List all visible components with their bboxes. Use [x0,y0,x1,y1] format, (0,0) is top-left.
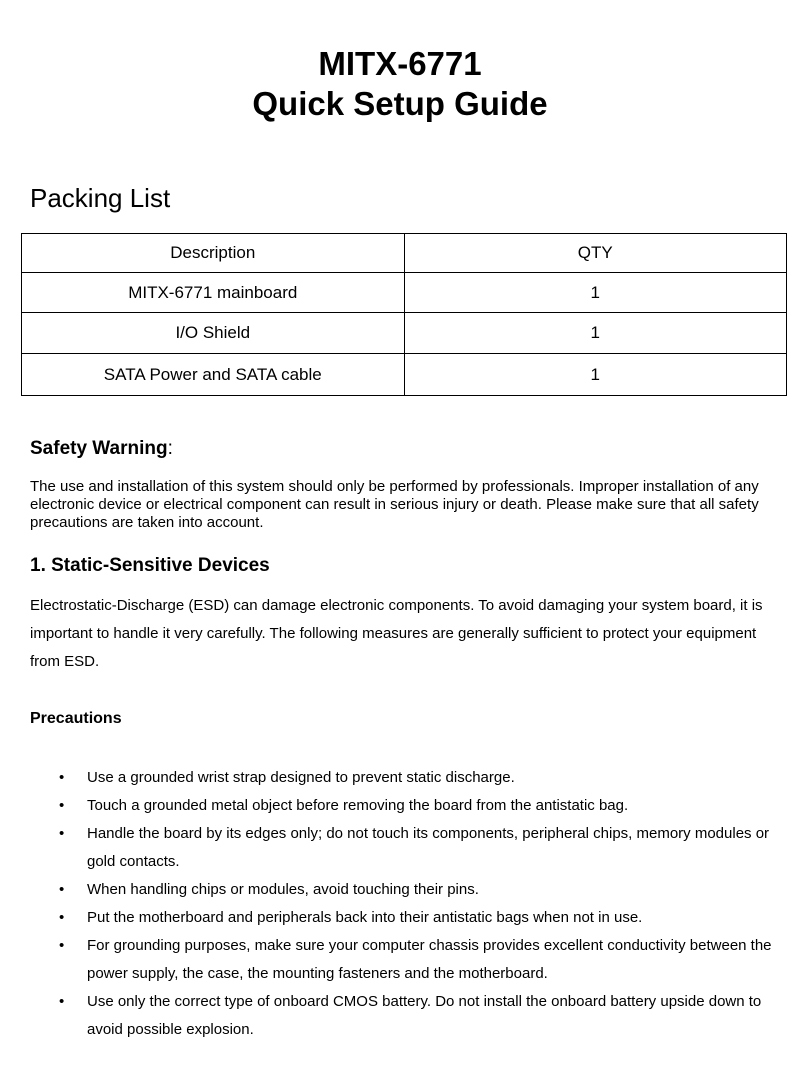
list-item-text: Touch a grounded metal object before removing the board from the antistatic bag. [87,797,629,814]
document-title-guide: Quick Setup Guide [252,85,548,122]
packing-list-heading: Packing List [30,183,171,213]
table-row [22,313,787,354]
table-row [22,354,787,396]
safety-warning-heading [30,437,173,461]
list-item [30,792,775,820]
bullet-icon: • [59,881,65,898]
table-cell-description: I/O Shield [22,313,405,354]
esd-paragraph: Electrostatic-Discharge (ESD) can damage electronic components. To avoid damaging your system board, it is important to handle it very carefully. The following measures are generally sufficient to protect your equipment from ESD. [30,597,763,670]
list-item [30,932,775,988]
list-item-text: When handling chips or modules, avoid touching their pins. [87,881,479,898]
bullet-icon: • [59,825,65,842]
bullet-icon: • [59,993,65,1010]
table-header-row [22,234,787,273]
bullet-icon: • [59,937,65,954]
precautions-heading: Precautions [30,710,122,727]
precautions-list [30,764,775,1044]
column-header-description: Description [22,234,405,273]
table-row [22,273,787,313]
static-sensitive-heading: 1. Static-Sensitive Devices [30,555,270,576]
list-item [30,904,775,932]
list-item-text: Use a grounded wrist strap designed to prevent static discharge. [87,769,515,786]
list-item [30,764,775,792]
list-item-text: Use only the correct type of onboard CMOS battery. Do not install the onboard battery upside down to avoid possible explosion. [87,993,762,1038]
list-item [30,988,775,1044]
safety-warning-text: The use and installation of this system should only be performed by professionals. Improper installation of any electronic device or electrical component can result in serious injury or death. Please make sure that all safety precautions are taken into account. [30,478,759,531]
safety-warning-heading-text: Safety Warning [30,438,168,459]
column-header-qty: QTY [404,234,786,273]
table-cell-qty: 1 [404,313,786,354]
table-cell-qty: 1 [404,273,786,313]
table-cell-description: SATA Power and SATA cable [22,354,405,396]
bullet-icon: • [59,769,65,786]
list-item [30,876,775,904]
list-item-text: For grounding purposes, make sure your computer chassis provides excellent conductivity between the power supply, the case, the mounting fasteners and the motherboard. [87,937,772,982]
document-title-model: MITX-6771 [318,45,482,82]
bullet-icon: • [59,797,65,814]
table-cell-description: MITX-6771 mainboard [22,273,405,313]
bullet-icon: • [59,909,65,926]
list-item [30,820,775,876]
list-item-text: Put the motherboard and peripherals back into their antistatic bags when not in use. [87,909,643,926]
list-item-text: Handle the board by its edges only; do not touch its components, peripheral chips, memory modules or gold contacts. [87,825,770,870]
safety-warning-colon: : [167,438,173,459]
packing-list-table [21,233,787,396]
table-cell-qty: 1 [404,354,786,396]
